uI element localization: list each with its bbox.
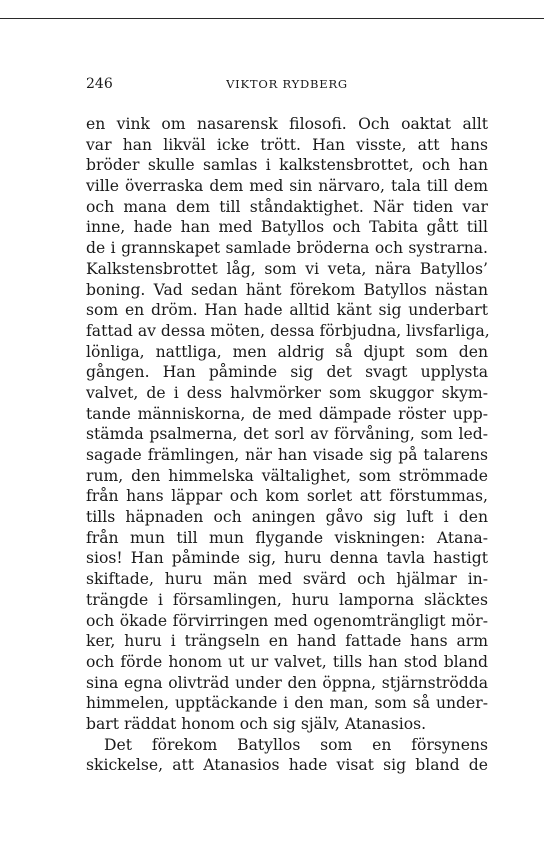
- text-line: skiftade, huru män med svärd och hjälmar in-: [86, 570, 488, 589]
- text-line: inne, hade han med Batyllos och Tabita gått till: [86, 218, 488, 237]
- text-line: sina egna olivträd under den öppna, stjärnströdda: [86, 673, 488, 692]
- text-line: var han likväl icke trött. Han visste, att hans: [86, 135, 488, 154]
- text-line: från mun till mun flygande viskningen: Atana-: [86, 528, 488, 547]
- page-number: 246: [86, 76, 113, 92]
- text-line: och ökade förvirringen med ogenomträngligt mör-: [86, 611, 488, 630]
- text-line: bröder skulle samlas i kalkstensbrottet, och han: [86, 156, 488, 175]
- text-line: och mana dem till ståndaktighet. När tiden var: [86, 197, 488, 216]
- text-line: fattad av dessa möten, dessa förbjudna, livsfarliga,: [86, 321, 490, 340]
- paragraph-first-line: Det förekom Batyllos som en försynens: [104, 735, 488, 754]
- text-line: ville överraska dem med sin närvaro, tala till dem: [86, 177, 488, 196]
- paragraph-last-line: bart räddat honom och sig själv, Atanasios.: [86, 714, 427, 733]
- text-line: som en dröm. Han hade alltid känt sig underbart: [86, 301, 488, 320]
- text-line: de i grannskapet samlade bröderna och systrarna.: [86, 239, 488, 258]
- text-line: sagade främlingen, när han visade sig på talarens: [86, 446, 488, 464]
- text-line: ker, huru i trängseln en hand fattade hans arm: [86, 632, 488, 651]
- text-line: rum, den himmelska vältalighet, som strömmade: [86, 466, 488, 485]
- text-line: Kalkstensbrottet låg, som vi veta, nära Batyllos’: [86, 259, 488, 278]
- page-header: [86, 76, 488, 94]
- text-line: tande människorna, de med dämpade röster upp-: [86, 404, 488, 423]
- text-line: trängde i församlingen, huru lamporna släcktes: [86, 590, 488, 609]
- text-line: lönliga, nattliga, men aldrig så djupt som den: [86, 342, 488, 361]
- text-line: boning. Vad sedan hänt förekom Batyllos nästan: [86, 280, 488, 299]
- text-line: från hans läppar och kom sorlet att förstummas,: [86, 487, 488, 506]
- text-line: himmelen, upptäckande i den man, som så under-: [86, 694, 488, 713]
- text-line: valvet, de i dess halvmörker som skuggor skym-: [86, 383, 488, 402]
- text-line: skickelse, att Atanasios hade visat sig bland de: [86, 756, 488, 775]
- text-line: gången. Han påminde sig det svagt upplysta: [86, 363, 488, 382]
- text-line: tills häpnaden och aningen gåvo sig luft i den: [86, 508, 488, 527]
- text-line: stämda psalmerna, det sorl av förvåning, som led-: [86, 425, 488, 444]
- top-rule: [0, 18, 544, 19]
- text-line: sios! Han påminde sig, huru denna tavla hastigt: [86, 549, 488, 568]
- body-text: [86, 114, 488, 776]
- running-head: VIKTOR RYDBERG: [226, 77, 348, 91]
- text-line: och förde honom ut ur valvet, tills han stod bland: [86, 652, 488, 671]
- text-line: en vink om nasarensk filosofi. Och oaktat allt: [86, 115, 488, 133]
